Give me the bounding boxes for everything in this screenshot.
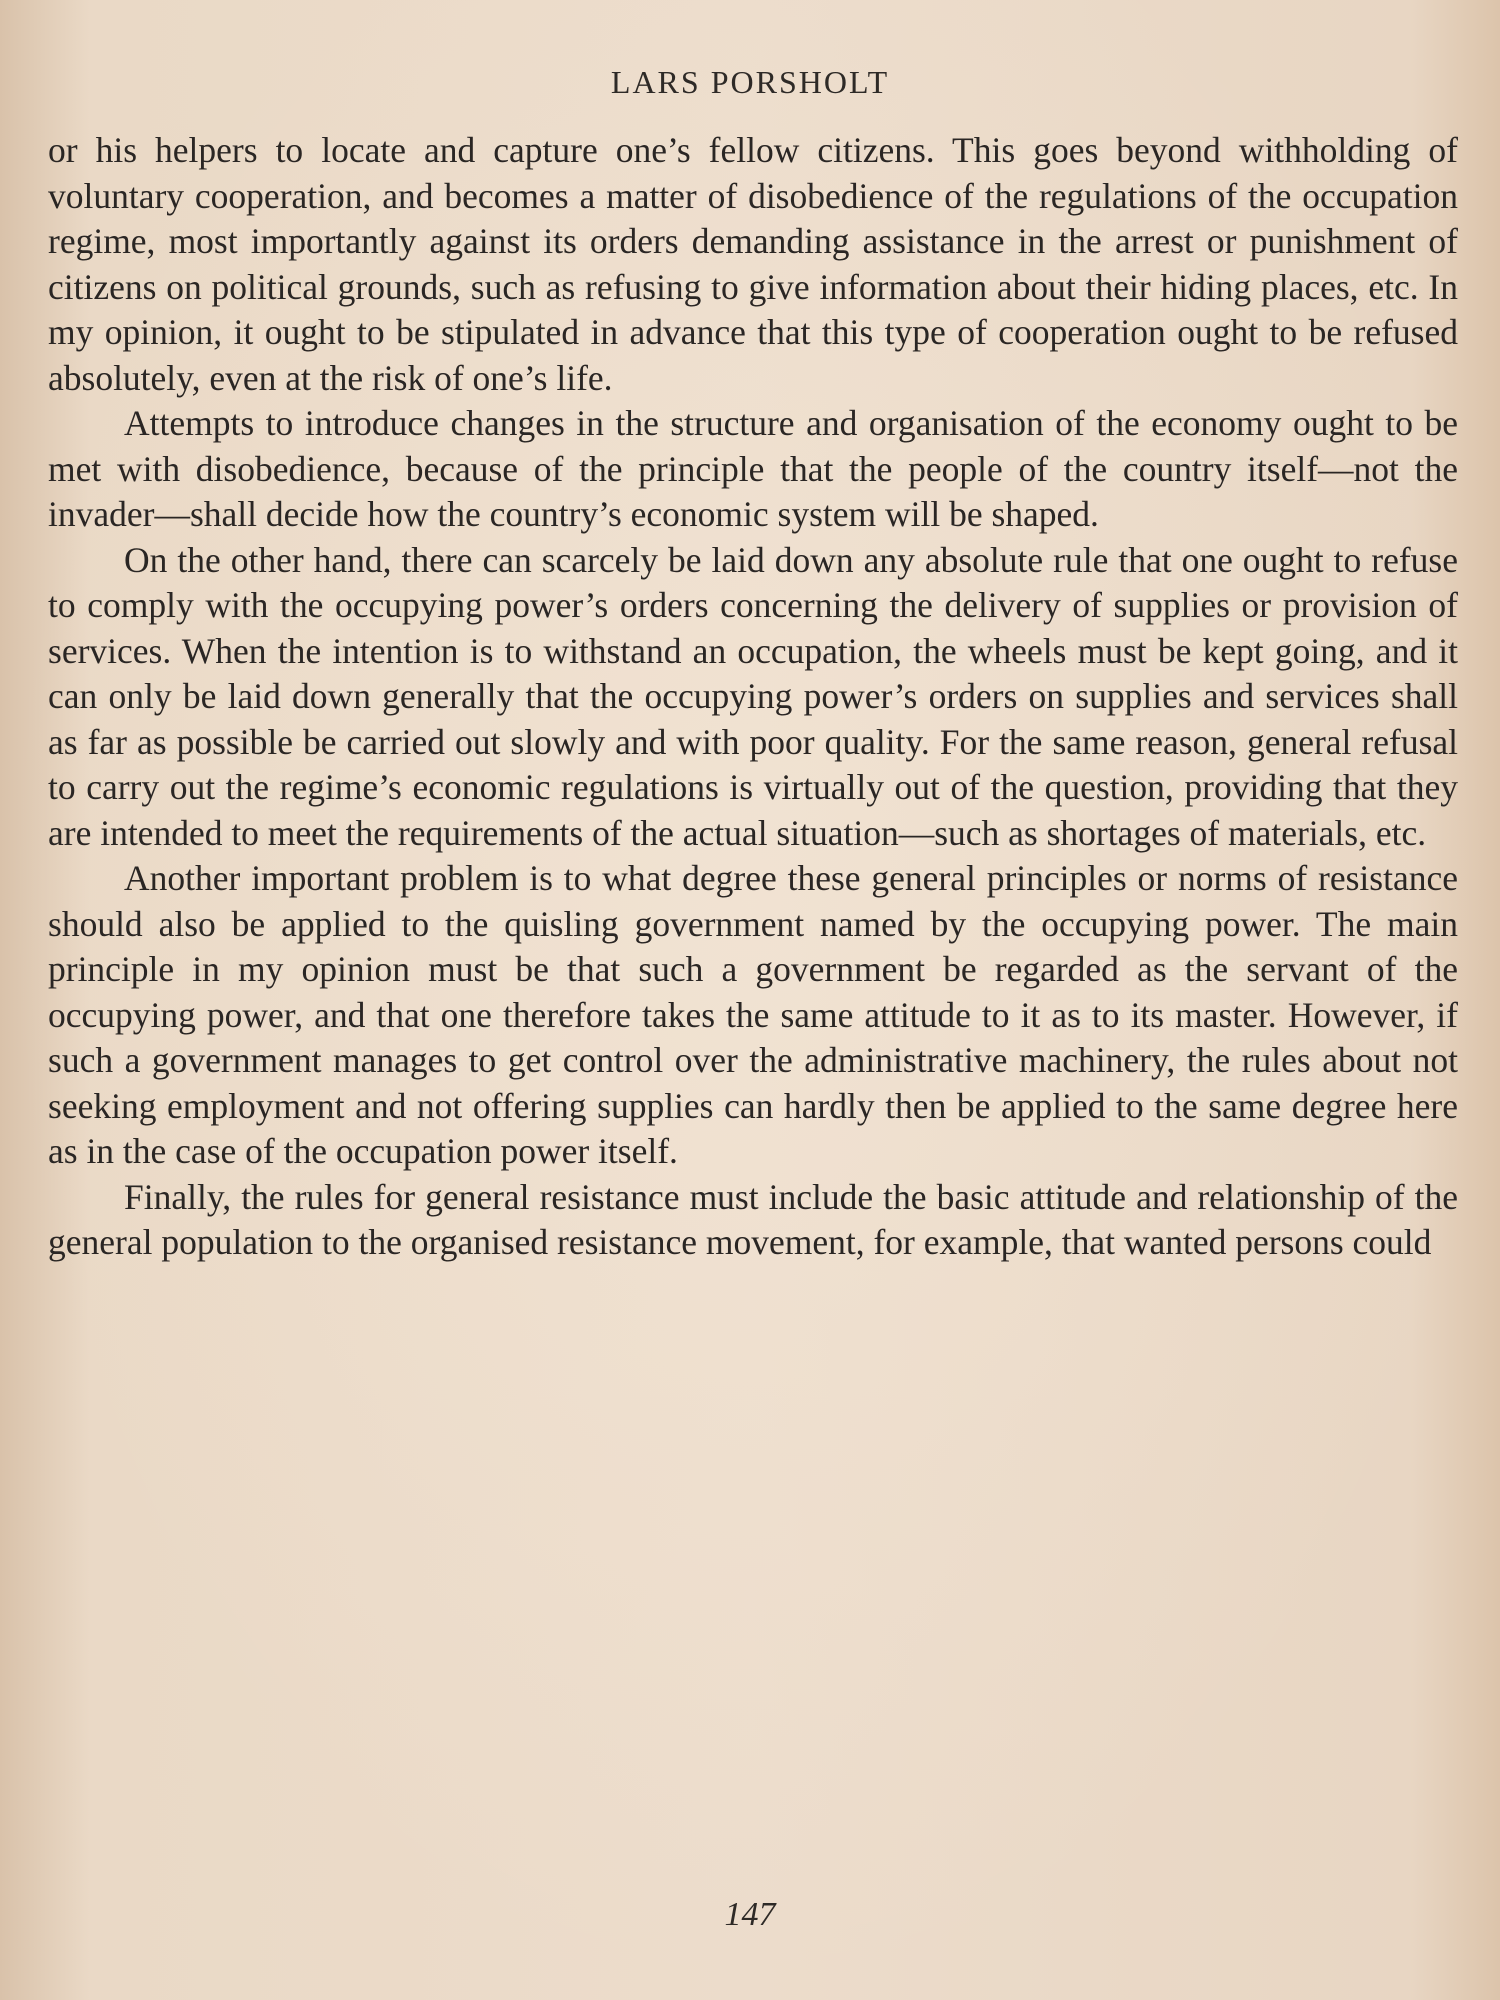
page-number: 147 bbox=[724, 1896, 776, 1933]
body-text bbox=[48, 128, 1458, 1266]
paragraph-quisling: Another important problem is to what degree these general principles or norms of resistance should also be applied to the quisling government named by the occupying power. The main principle in my opinion must be that such a government be regarded as the servant of the occupying power, and that one therefore takes the same attitude to it as to its master. However, if such a government manages to get control over the administrative machinery, the rules about not seeking employment and not offering supplies can hardly then be applied to the same degree here as in the case of the occupation power itself. bbox=[48, 858, 1458, 1171]
running-head: LARS PORSHOLT bbox=[610, 64, 890, 100]
paragraph-supplies: On the other hand, there can scarcely be laid down any absolute rule that one ought to refuse to comply with the occupying power’s orders concerning the delivery of supplies or provision of services. When the intention is to withstand an occupation, the wheels must be kept going, and it can only be laid down generally that the occupying power’s orders on supplies and services shall as far as possible be carried out slowly and with poor quality. For the same reason, general refusal to carry out the regime’s economic regulations is virtually out of the question, providing that they are intended to meet the requirements of the actual situation—such as shortages of materials, etc. bbox=[48, 539, 1458, 853]
paragraph-continuation: or his helpers to locate and capture one’s fellow citizens. This goes beyond withholding of voluntary cooperation, and becomes a matter of disobedience of the regulations of the occupation regime, most importantly against its orders demanding assistance in the arrest or punishment of citizens on political grounds, such as refusing to give information about their hiding places, etc. In my opinion, it ought to be stipulated in advance that this type of cooperation ought to be refused absolutely, even at the risk of one’s life. bbox=[48, 130, 1458, 398]
paragraph-economy: Attempts to introduce changes in the structure and organisation of the economy ought to be met with disobedience, because of the principle that the people of the country itself—not the invader—shall decide how the country’s economic system will be shaped. bbox=[48, 403, 1458, 534]
paragraph-resistance-movement: Finally, the rules for general resistance must include the basic attitude and relationship of the general population to the organised resistance movement, for example, that wanted persons could bbox=[48, 1176, 1458, 1262]
